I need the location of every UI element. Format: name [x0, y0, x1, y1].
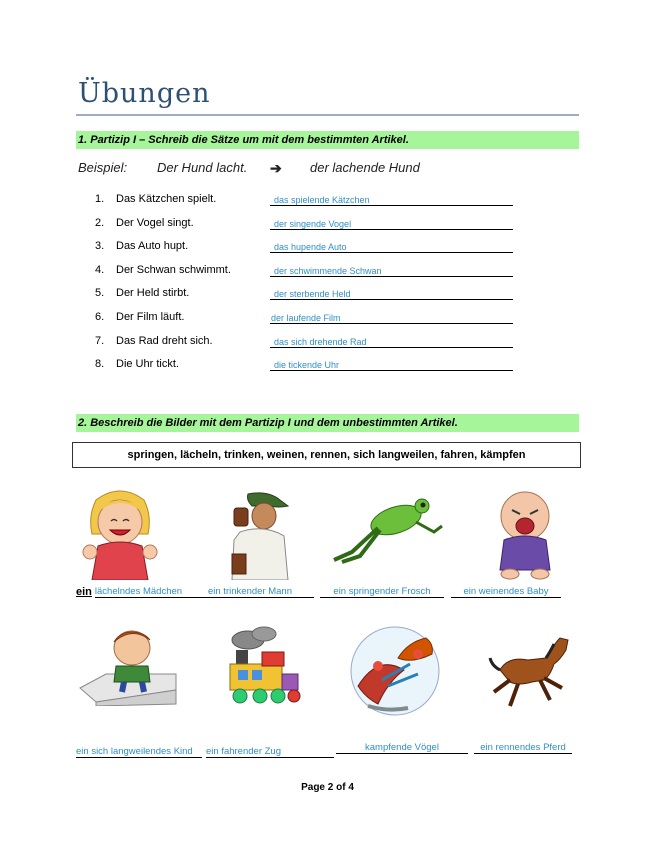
item-number: 3.	[95, 240, 105, 253]
item-sentence: Der Schwan schwimmt.	[116, 263, 231, 276]
word-bank: springen, lächeln, trinken, weinen, rennen, sich langweilen, fahren, kämpfen	[72, 442, 581, 468]
list-item	[95, 261, 525, 285]
answer-line[interactable]	[270, 252, 513, 253]
answer-line[interactable]	[270, 299, 513, 300]
answer-line[interactable]	[270, 205, 513, 206]
item-sentence: Der Vogel singt.	[116, 216, 194, 229]
page-title: Übungen	[78, 78, 211, 109]
item-sentence: Der Film läuft.	[116, 310, 185, 323]
item-sentence: Die Uhr tickt.	[116, 358, 179, 371]
running-horse-image	[488, 630, 576, 712]
toy-train-image	[222, 626, 304, 710]
section1-heading: 1. Partizip I – Schreib die Sätze um mit dem bestimmten Artikel.	[76, 131, 579, 149]
item-number: 2.	[95, 216, 105, 229]
fighting-roosters-image	[348, 624, 442, 718]
item-number: 6.	[95, 310, 105, 323]
caption-answer[interactable]: ein sich langweilendes Kind	[76, 746, 202, 758]
item-number: 5.	[95, 287, 105, 300]
item-sentence: Der Held stirbt.	[116, 287, 190, 300]
item-sentence: Das Kätzchen spielt.	[116, 193, 217, 205]
item-sentence: Das Auto hupt.	[116, 240, 189, 253]
caption-2	[186, 586, 314, 600]
caption-answer[interactable]: kampfende Vögel	[336, 742, 468, 754]
item-number: 4.	[95, 263, 105, 276]
item-answer[interactable]: die tickende Uhr	[274, 360, 340, 371]
caption-8	[474, 742, 572, 756]
item-number: 7.	[95, 334, 105, 347]
example-row	[78, 160, 538, 180]
caption-4	[451, 586, 561, 600]
caption-answer[interactable]: ein trinkender Mann	[186, 586, 314, 598]
item-answer[interactable]: das sich drehende Rad	[274, 336, 367, 347]
jumping-frog-image	[330, 494, 446, 564]
caption-1	[76, 586, 189, 600]
crying-baby-image	[490, 488, 560, 580]
caption-3	[320, 586, 444, 600]
caption-answer[interactable]: lächelndes Mädchen	[95, 586, 189, 598]
drinking-man-image	[218, 490, 292, 580]
answer-line[interactable]	[270, 323, 513, 324]
example-answer: der lachende Hund	[310, 160, 420, 175]
caption-answer[interactable]: ein fahrender Zug	[206, 746, 334, 758]
list-item	[95, 308, 525, 332]
list-item	[95, 190, 525, 214]
item-answer[interactable]: der singende Vogel	[274, 218, 352, 229]
exercise1-list	[95, 190, 525, 379]
page-footer: Page 2 of 4	[301, 782, 354, 793]
item-answer[interactable]: der laufende Film	[271, 312, 341, 323]
item-number: 8.	[95, 358, 105, 371]
example-sentence: Der Hund lacht.	[157, 160, 248, 175]
answer-line[interactable]	[270, 370, 513, 371]
caption-answer[interactable]: ein weinendes Baby	[451, 586, 561, 598]
arrow-icon: ➔	[270, 160, 282, 176]
item-answer[interactable]: das spielende Kätzchen	[274, 195, 370, 205]
item-number: 1.	[95, 193, 105, 205]
smiling-girl-image	[78, 488, 162, 580]
list-item	[95, 214, 525, 238]
item-answer[interactable]: das hupende Auto	[274, 242, 347, 253]
caption-5	[76, 746, 202, 760]
example-label: Beispiel:	[78, 160, 128, 175]
item-answer[interactable]: der sterbende Held	[274, 289, 351, 300]
caption-6	[206, 746, 334, 760]
example-article: ein	[76, 586, 92, 598]
list-item	[95, 355, 525, 379]
item-answer[interactable]: der schwimmende Schwan	[274, 265, 382, 276]
item-sentence: Das Rad dreht sich.	[116, 334, 213, 347]
title-rule	[76, 114, 579, 116]
answer-line[interactable]	[270, 276, 513, 277]
list-item	[95, 284, 525, 308]
answer-line[interactable]	[270, 229, 513, 230]
caption-answer[interactable]: ein rennendes Pferd	[474, 742, 572, 754]
caption-7	[336, 742, 468, 756]
bored-boy-image	[76, 626, 180, 706]
list-item	[95, 237, 525, 261]
list-item	[95, 332, 525, 356]
answer-line[interactable]	[270, 347, 513, 348]
section2-heading: 2. Beschreib die Bilder mit dem Partizip I und dem unbestimmten Artikel.	[76, 414, 579, 432]
caption-answer[interactable]: ein springender Frosch	[320, 586, 444, 598]
